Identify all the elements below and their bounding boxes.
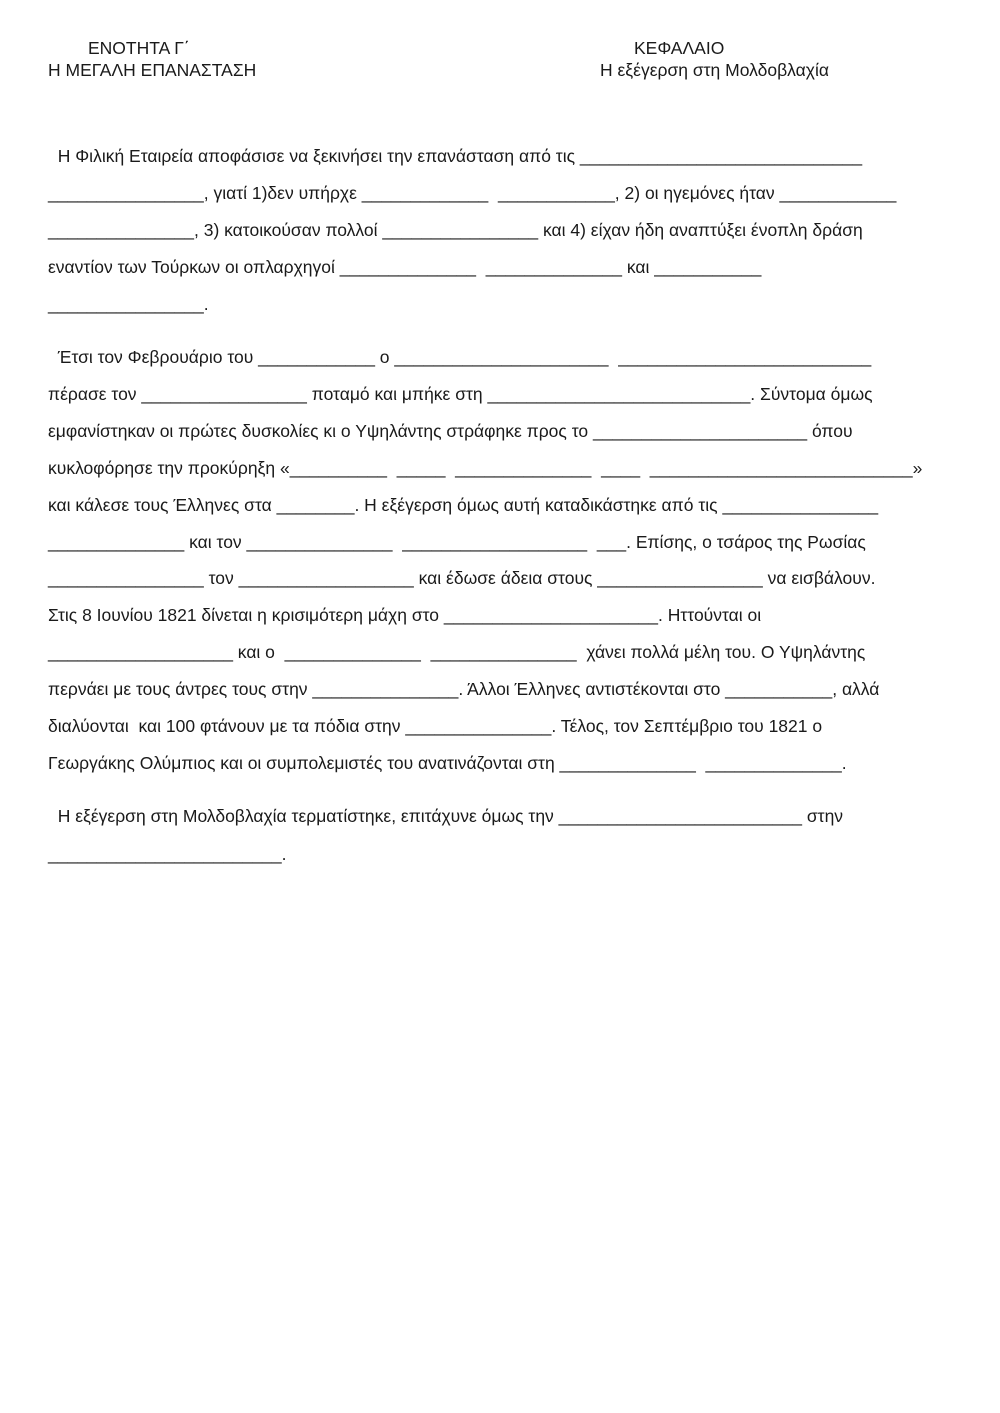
paragraph2-line: κυκλοφόρησε την προκύρηξη «__________ _____ ______________ ____ ___________________________» — [48, 458, 923, 478]
paragraph3-line: ________________________. — [48, 844, 287, 864]
paragraph2-line: ________________ τον __________________ και έδωσε άδεια στους _________________ να εισβάλουν. — [48, 568, 876, 588]
header-left — [48, 37, 256, 81]
paragraph1-line: _______________, 3) κατοικούσαν πολλοί ________________ και 4) είχαν ήδη αναπτύξει ένοπλη δράση — [48, 220, 863, 240]
paragraph1-line: ________________, γιατί 1)δεν υπήρχε _____________ ____________, 2) οι ηγεμόνες ήταν ____________ — [48, 183, 897, 203]
paragraph2-line: Έτσι τον Φεβρουάριο του ____________ ο ______________________ __________________________ — [48, 347, 872, 367]
paragraph2-line: περνάει με τους άντρες τους στην _______________. Άλλοι Έλληνες αντιστέκονται στο ___________, αλλά — [48, 679, 880, 699]
paragraph2-line: Γεωργάκης Ολύμπιος και οι συμπολεμιστές του ανατινάζονται στη ______________ ______________. — [48, 753, 847, 773]
paragraph2-line: πέρασε τον _________________ ποταμό και μπήκε στη ___________________________. Σύντομα όμως — [48, 384, 873, 404]
paragraph3-line: Η εξέγερση στη Μολδοβλαχία τερματίστηκε, επιτάχυνε όμως την _________________________ στην — [48, 806, 844, 826]
paragraph1-line: Η Φιλική Εταιρεία αποφάσισε να ξεκινήσει την επανάσταση από τις _____________________________ — [48, 146, 863, 166]
paragraph2-line: εμφανίστηκαν οι πρώτες δυσκολίες κι ο Υψηλάντης στράφηκε προς το ______________________ όπου — [48, 421, 853, 441]
topic-title: Η ΜΕΓΑΛΗ ΕΠΑΝΑΣΤΑΣΗ — [48, 60, 257, 80]
paragraph1-line: εναντίον των Τούρκων οι οπλαρχηγοί ______________ ______________ και ___________ — [48, 257, 762, 277]
chapter-label: ΚΕΦΑΛΑΙΟ — [634, 38, 725, 58]
paragraph2-line: διαλύονται και 100 φτάνουν με τα πόδια στην _______________. Τέλος, τον Σεπτέμβριο του 1821 ο — [48, 716, 823, 736]
paragraph2-line: και κάλεσε τους Έλληνες στα ________. Η εξέγερση όμως αυτή καταδικάστηκε από τις ________________ — [48, 495, 879, 515]
paragraph2-line: ______________ και τον _______________ ___________________ ___. Επίσης, ο τσάρος της Ρωσίας — [48, 532, 866, 552]
chapter-title: Η εξέγερση στη Μολδοβλαχία — [600, 60, 829, 80]
header-right — [600, 37, 829, 81]
paragraph2-line: Στις 8 Ιουνίου 1821 δίνεται η κρισιμότερη μάχη στο ______________________. Ηττούνται οι — [48, 605, 762, 625]
paragraph1-line: ________________. — [48, 294, 209, 314]
paragraph2-line: ___________________ και ο ______________ _______________ χάνει πολλά μέλη του. Ο Υψηλάντης — [48, 642, 866, 662]
unit-label: ΕΝΟΤΗΤΑ Γ΄ — [88, 38, 190, 58]
